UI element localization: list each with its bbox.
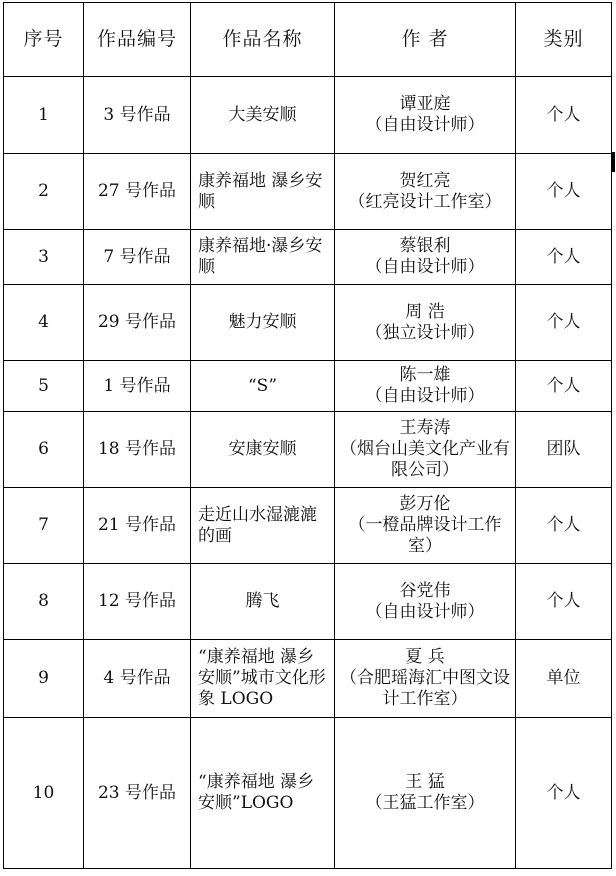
- cell-author: 彭万伦 （一橙品牌设计工作室）: [335, 488, 516, 564]
- cell-title: 康养福地 瀑乡安顺: [191, 154, 335, 230]
- cell-type: 单位: [516, 640, 612, 718]
- cell-seq: 4: [4, 285, 84, 361]
- cell-type: 个人: [516, 285, 612, 361]
- cell-title: 魅力安顺: [191, 285, 335, 361]
- cell-type: 个人: [516, 154, 612, 230]
- cell-author: 蔡银利 （自由设计师）: [335, 230, 516, 285]
- cell-title: 康养福地·瀑乡安顺: [191, 230, 335, 285]
- cell-code: 29 号作品: [84, 285, 191, 361]
- cell-seq: 10: [4, 718, 84, 869]
- table-header-row: [4, 3, 612, 77]
- cell-title: 腾飞: [191, 564, 335, 640]
- cell-code: 12 号作品: [84, 564, 191, 640]
- table-row: [4, 564, 612, 640]
- header-type: 类别: [516, 3, 612, 77]
- table-row: [4, 488, 612, 564]
- cell-type: 个人: [516, 77, 612, 154]
- table-row: [4, 77, 612, 154]
- table-row: [4, 361, 612, 412]
- cell-code: 21 号作品: [84, 488, 191, 564]
- header-seq: 序号: [4, 3, 84, 77]
- cell-seq: 2: [4, 154, 84, 230]
- cell-code: 18 号作品: [84, 412, 191, 488]
- cell-code: 27 号作品: [84, 154, 191, 230]
- table-row: [4, 640, 612, 718]
- cell-title: 走近山水湿漉漉的画: [191, 488, 335, 564]
- cell-seq: 5: [4, 361, 84, 412]
- table-row: [4, 230, 612, 285]
- cell-title: “康养福地 瀑乡安顺”LOGO: [191, 718, 335, 869]
- cell-title: 大美安顺: [191, 77, 335, 154]
- table-row: [4, 718, 612, 869]
- cell-type: 个人: [516, 718, 612, 869]
- cell-seq: 8: [4, 564, 84, 640]
- cell-author: 陈一雄 （自由设计师）: [335, 361, 516, 412]
- cell-type: 个人: [516, 361, 612, 412]
- cell-title: “S”: [191, 361, 335, 412]
- cell-seq: 9: [4, 640, 84, 718]
- cell-code: 1 号作品: [84, 361, 191, 412]
- cell-author: 王 猛 （王猛工作室）: [335, 718, 516, 869]
- scan-edge-mark: [612, 152, 615, 172]
- table-row: [4, 154, 612, 230]
- cell-seq: 3: [4, 230, 84, 285]
- header-code: 作品编号: [84, 3, 191, 77]
- cell-type: 个人: [516, 564, 612, 640]
- cell-author: 周 浩 （独立设计师）: [335, 285, 516, 361]
- cell-seq: 1: [4, 77, 84, 154]
- cell-author: 谷党伟 （自由设计师）: [335, 564, 516, 640]
- cell-type: 团队: [516, 412, 612, 488]
- table-row: [4, 285, 612, 361]
- header-author: 作 者: [335, 3, 516, 77]
- results-table: [3, 2, 612, 869]
- cell-code: 7 号作品: [84, 230, 191, 285]
- cell-code: 4 号作品: [84, 640, 191, 718]
- cell-author: 谭亚庭 （自由设计师）: [335, 77, 516, 154]
- cell-title: “康养福地 瀑乡安顺”城市文化形象 LOGO: [191, 640, 335, 718]
- cell-code: 23 号作品: [84, 718, 191, 869]
- table-row: [4, 412, 612, 488]
- cell-author: 王寿涛 （烟台山美文化产业有限公司）: [335, 412, 516, 488]
- header-title: 作品名称: [191, 3, 335, 77]
- cell-type: 个人: [516, 230, 612, 285]
- cell-author: 贺红亮 （红亮设计工作室）: [335, 154, 516, 230]
- cell-title: 安康安顺: [191, 412, 335, 488]
- cell-seq: 6: [4, 412, 84, 488]
- cell-author: 夏 兵 （合肥瑶海汇中图文设计工作室）: [335, 640, 516, 718]
- cell-type: 个人: [516, 488, 612, 564]
- cell-code: 3 号作品: [84, 77, 191, 154]
- cell-seq: 7: [4, 488, 84, 564]
